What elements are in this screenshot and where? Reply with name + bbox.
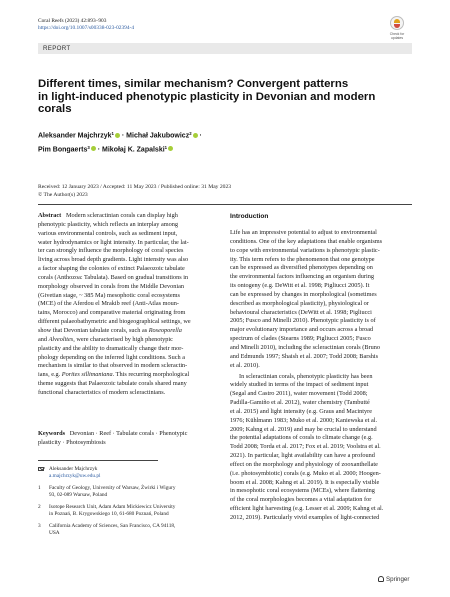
orcid-icon[interactable] bbox=[115, 133, 120, 138]
abstract-line: ians, e.g. bbox=[38, 371, 61, 379]
crossmark-icon bbox=[390, 16, 404, 30]
intro-line: 2021). In particular, light availability can have a profound bbox=[230, 452, 375, 460]
intro-line: 2009; Kahng et al. 2019) and may be crucial to understand bbox=[230, 425, 377, 433]
article-type: REPORT bbox=[43, 45, 71, 52]
abstract-line: a factor shaping the colonies of extinct Palaeozoic tabulate bbox=[38, 265, 185, 273]
author-name[interactable]: Pim Bongaerts bbox=[38, 146, 88, 153]
intro-line: and Edmunds 1997; Shaish et al. 2007; Todd 2008; Barshis bbox=[230, 352, 379, 360]
abstract-line: living across broad depth gradients. Light intensity was also bbox=[38, 256, 189, 264]
journal-citation: Coral Reefs (2023) 42:893–903 bbox=[38, 18, 107, 24]
intro-line: to cope with environmental variations is phenotypic plastic- bbox=[230, 246, 380, 254]
intro-line: spectrum of clades (Stearns 1989; Pigliucci 2005; Fusco bbox=[230, 335, 371, 343]
affiliation-number: 3 bbox=[38, 523, 41, 529]
intro-line: widely studied in terms of the impact of sediment input bbox=[230, 381, 369, 389]
author-affiliation-ref: 1 bbox=[164, 144, 168, 150]
footnote-divider bbox=[38, 460, 158, 461]
affiliation-line: Faculty of Geology, University of Warsaw, Żwirki i Wigury bbox=[49, 485, 176, 491]
doi-link[interactable]: https://doi.org/10.1007/s00338-023-02394-4 bbox=[38, 25, 135, 32]
article-title bbox=[38, 78, 418, 116]
publisher-logo bbox=[378, 576, 409, 584]
author-name[interactable]: Michał Jakubowicz bbox=[126, 132, 190, 140]
intro-line: in mesophotic coral ecosystems (MCEs), where flattening bbox=[230, 487, 375, 495]
intro-line: its ontogeny (e.g. DeWitt et al. 1998; Pigliucci 2005). It bbox=[230, 282, 370, 290]
copyright-line: © The Author(s) 2023 bbox=[38, 191, 88, 198]
intro-line: described as morphological plasticity), physiological or bbox=[230, 299, 369, 307]
intro-line: the environmental factors influencing an organism during bbox=[230, 273, 374, 281]
taxon-name: Roseoporella bbox=[148, 326, 182, 334]
intro-line: major evolutionary importance and occurs across a broad bbox=[230, 326, 374, 334]
intro-line: ity. This term refers to the phenomenon that one genotype bbox=[230, 255, 375, 263]
abstract-line: phenotypic plasticity, which reflects an interplay among bbox=[38, 220, 179, 228]
intro-line: In scleractinian corals, phenotypic plasticity has been bbox=[239, 372, 373, 380]
author-affiliation-ref: 2 bbox=[189, 131, 192, 136]
intro-line: behavioural characteristics (DeWitt et al. 1998; Pigliucci bbox=[230, 308, 372, 316]
title-line-1: Different times, similar mechanism? Convergent patterns bbox=[38, 78, 349, 90]
intro-line: of the coral morphologies becomes a vital adaptation for bbox=[230, 496, 372, 504]
author-name[interactable]: Mikołaj K. Zapalski bbox=[102, 146, 165, 153]
orcid-icon[interactable] bbox=[91, 146, 96, 151]
abstract-line: (MCE) of the Aferdou el Mrakib reef (Anti-Atlas moun- bbox=[38, 300, 179, 308]
affiliation-line: Isotope Research Unit, Adam Adam Mickiewicz University bbox=[49, 504, 176, 510]
corresponding-author: Aleksander Majchrzyk bbox=[49, 466, 98, 472]
intro-line: boom et al. 2008; Kahng et al. 2019). It is especially visible bbox=[230, 478, 380, 486]
abstract-label: Abstract bbox=[38, 212, 62, 219]
article-type-bar bbox=[38, 43, 412, 54]
intro-line: the potential adaptations of corals to climate change (e.g. bbox=[230, 434, 373, 442]
abstract-line: theme suggests that Palaeozoic tabulate corals shared many bbox=[38, 380, 187, 388]
correspondence-block bbox=[38, 466, 218, 537]
abstract-line: tains, Morocco) and comparative material originating from bbox=[38, 309, 186, 317]
keywords-line: Devonian · Reef · Tabulate corals · Phenotypic bbox=[69, 430, 188, 437]
email-icon bbox=[38, 467, 44, 472]
abstract-line: phology depending on the inferred light conditions. Such a bbox=[38, 353, 186, 361]
abstract-line: . This recurring morphological bbox=[112, 371, 190, 379]
intro-line: (i.e. photosymbiotic) corals (e.g. Muko et al. 2000; Hoogen- bbox=[230, 469, 381, 477]
affiliation-line: in Poznań, B. Krygowskiego 10, 61-680 Poznań, Poland bbox=[49, 511, 169, 517]
intro-line: et al. 2010). bbox=[230, 361, 260, 369]
intro-line: 2005; Fusco and Minelli 2010). Phenotypic plasticity is of bbox=[230, 317, 376, 325]
abstract-line: mechanism is similar to that observed in modern scleractin- bbox=[38, 362, 188, 370]
keywords-line: plasticity · Photosymbiosis bbox=[38, 438, 106, 446]
journal-header bbox=[38, 18, 134, 33]
intro-line: conditions. One of the key adaptations that enable organisms bbox=[230, 237, 383, 245]
keywords bbox=[38, 430, 218, 448]
author-line-1: Aleksander Majchrzyk$^1$ · Michał Jakubowicz$^2$ · bbox=[38, 131, 202, 140]
abstract-line: (Givetian stage, ~ 385 Ma) mesophotic coral ecosystems bbox=[38, 291, 180, 299]
intro-line: 2012, 2019). Particularly vivid examples of light-connected bbox=[230, 514, 380, 521]
section-divider bbox=[38, 204, 412, 205]
abstract-line: and bbox=[38, 335, 48, 343]
author-line-2: Pim Bongaerts$^3$ · Mikołaj K. Zapalski$^1$ bbox=[38, 142, 338, 156]
publication-dates bbox=[38, 184, 231, 199]
author-affiliation-ref: 3 bbox=[87, 144, 90, 150]
taxon-name: Porites sillimaniana bbox=[61, 371, 113, 379]
taxon-name: Alveolites bbox=[48, 335, 74, 343]
abstract-line: various environmental controls, such as sediment input, bbox=[38, 229, 178, 237]
affiliation-number: 2 bbox=[38, 504, 41, 510]
check-for-updates-button[interactable] bbox=[384, 16, 410, 46]
abstract-line: plasticity and the ability to dramatically change their mor- bbox=[38, 344, 184, 352]
affiliation-line: California Academy of Sciences, San Francisco, CA 94118, bbox=[49, 523, 176, 529]
abstract-line: functional characteristics of modern scleractinians. bbox=[38, 388, 166, 396]
intro-line: can be expressed by changes in morphological (sometimes bbox=[230, 290, 377, 298]
title-line-3: corals bbox=[38, 103, 72, 116]
dates-line: Received: 12 January 2023 / Accepted: 11 May 2023 / Published online: 31 May 2023 bbox=[38, 184, 232, 190]
affiliation-line: USA bbox=[49, 530, 60, 536]
intro-line: et al. 2015) and light intensity (e.g. Graus and Macintyre bbox=[230, 407, 372, 415]
introduction-heading: Introduction bbox=[230, 213, 269, 220]
abstract-line: Modern scleractinian corals can display high bbox=[65, 212, 178, 219]
abstract-line: water hydrodynamics or light intensity. In particular, the lat- bbox=[38, 238, 189, 246]
intro-line: effect on the morphology and physiology of zooxanthellate bbox=[230, 460, 378, 468]
title-line-2: in light-induced phenotypic plasticity in Devonian and modern bbox=[38, 90, 376, 103]
intro-line: (Segal and Castro 2011), water movement (Todd 2008; bbox=[230, 390, 368, 398]
author-name[interactable]: Aleksander Majchrzyk bbox=[38, 132, 112, 140]
keywords-label: Keywords bbox=[38, 430, 66, 437]
crossmark-label-2: updates bbox=[390, 36, 404, 40]
publisher-name: Springer bbox=[386, 576, 410, 583]
intro-line: Padilla-Gamiño et al. 2012), water chemistry (Tambutté bbox=[230, 399, 370, 407]
abstract-line: different palaeobathymetric and biogeographical settings, we bbox=[38, 318, 191, 326]
intro-line: can be expressed as diversified phenotypes depending on bbox=[230, 264, 373, 272]
abstract-line: ter can strongly influence the morphology of coral species bbox=[38, 247, 184, 255]
abstract bbox=[38, 212, 218, 398]
abstract-line: , were characterised by high phenotypic bbox=[73, 335, 173, 343]
orcid-icon[interactable] bbox=[168, 146, 173, 151]
abstract-line: morphology observed in corals from the Middle Devonian bbox=[38, 282, 184, 290]
springer-horse-icon bbox=[378, 576, 384, 582]
introduction-section bbox=[230, 212, 413, 523]
affiliation-line: 93, 02-089 Warsaw, Poland bbox=[49, 492, 108, 498]
author-email-link[interactable]: a.majchrzyk@uw.edu.pl bbox=[49, 473, 101, 479]
abstract-line: show that Devonian tabulate corals, such as bbox=[38, 326, 148, 334]
abstract-line: corals (Anthozoa: Tabulata). Based on gradual transitions in bbox=[38, 273, 189, 281]
author-affiliation-ref: 1 bbox=[111, 131, 114, 136]
intro-line: and Minelli 2010), including the scleractinian corals (Bruno bbox=[230, 343, 380, 351]
intro-line: efficient light harvesting (e.g. Lesser et al. 2009; Kahng et al. bbox=[230, 505, 384, 513]
intro-line: Todd 2008; Torda et al. 2017; Fox et al. 2019; Voolstra et al. bbox=[230, 443, 381, 451]
intro-line: Life has an impressive potential to adjust to environmental bbox=[230, 229, 377, 236]
crossmark-label-1: Check for bbox=[389, 32, 405, 36]
author-list bbox=[38, 128, 338, 155]
intro-line: 1976; Kühlmann 1983; Muko et al. 2000; Kaniewska et al. bbox=[230, 416, 378, 424]
orcid-icon[interactable] bbox=[193, 133, 198, 138]
affiliation-number: 1 bbox=[38, 485, 41, 491]
